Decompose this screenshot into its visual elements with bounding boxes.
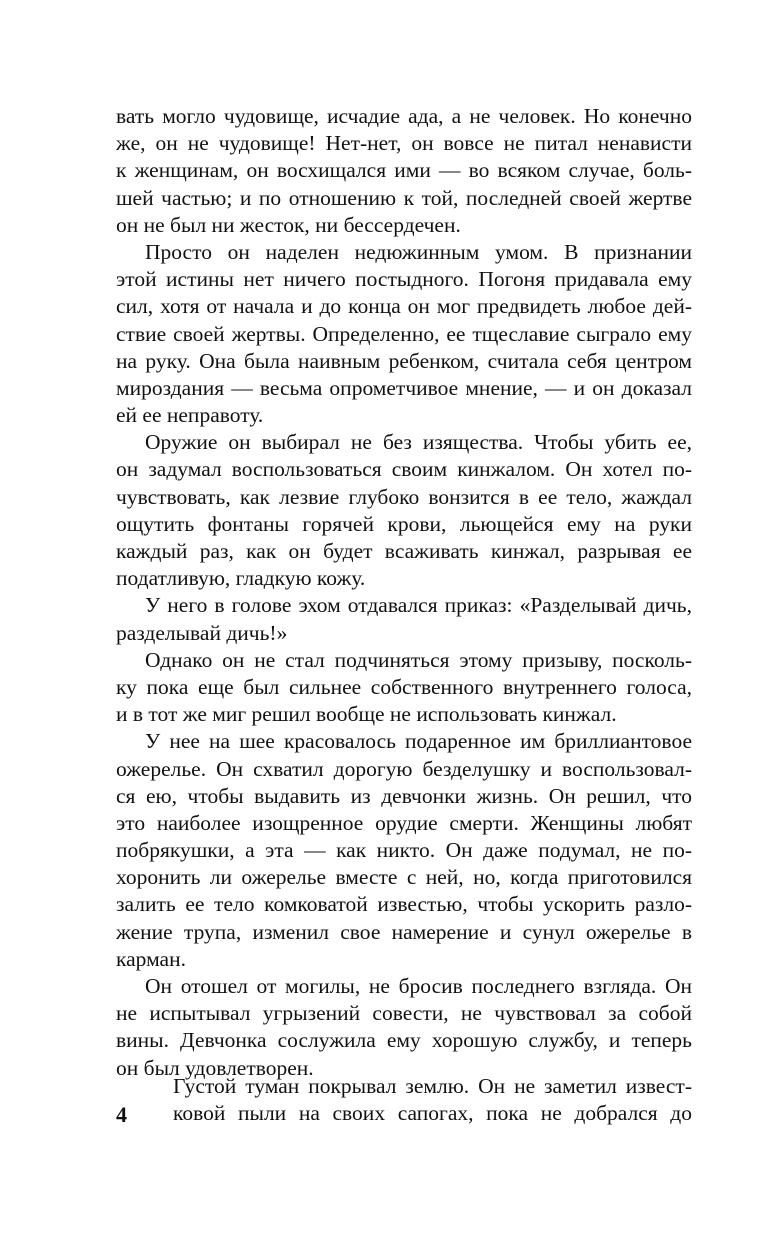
text-line: ощутить фонтаны горячей крови, льющейся ему на руки (116, 511, 692, 536)
text-line: он задумал воспользоваться своим кинжалом. Он хотел по- (116, 457, 692, 482)
page-number: 4 (116, 1102, 127, 1127)
text-line: на руку. Она была наивным ребенком, считала себя центром (116, 348, 692, 373)
text-line: побрякушки, а эта — как никто. Он даже подумал, не по- (116, 838, 692, 863)
body-text (116, 103, 692, 1082)
text-line: жение трупа, изменил свое намерение и сунул ожерелье в (116, 919, 692, 944)
text-line: Густой туман покрывал землю. Он не заметил извест- (173, 1074, 692, 1098)
text-line: вины. Девчонка сослужила ему хорошую службу, и теперь (116, 1028, 692, 1053)
text-line: он был удовлетворен. (116, 1055, 314, 1080)
text-line: Просто он наделен недюжинным умом. В признании (145, 239, 692, 264)
text-line: ствие своей жертвы. Определенно, ее тщеславие сыграло ему (116, 321, 692, 346)
text-line: карман. (116, 946, 186, 971)
text-line: разделывай дичь!» (116, 620, 288, 645)
text-line: Оружие он выбирал не без изящества. Чтобы убить ее, (145, 430, 692, 455)
text-line: чувствовать, как лезвие глубоко вонзится в ее тело, жаждал (116, 484, 692, 509)
text-line: ковой пыли на своих сапогах, пока не добрался до (173, 1101, 692, 1126)
text-line: залить ее тело комковатой известью, чтобы ускорить разло- (116, 892, 692, 917)
text-line: это наиболее изощренное орудие смерти. Женщины любят (116, 810, 692, 835)
text-line: каждый раз, как он будет всаживать кинжал, разрывая ее (116, 539, 692, 563)
text-line: не испытывал угрызений совести, не чувствовал за собой (116, 1001, 692, 1026)
text-line: же, он не чудовище! Нет-нет, он вовсе не питал ненависти (116, 131, 692, 156)
text-line: этой истины нет ничего постыдного. Погоня придавала ему (116, 267, 692, 292)
text-line: ей ее неправоту. (116, 403, 264, 428)
text-line: он не был ни жесток, ни бессердечен. (116, 212, 461, 237)
closing-paragraph (173, 1073, 692, 1127)
text-line: хоронить ли ожерелье вместе с ней, но, когда приготовился (116, 865, 692, 890)
text-line: шей частью; и по отношению к той, последней своей жертве (116, 185, 692, 210)
text-line: вать могло чудовище, исчадие ада, а не человек. Но конечно (116, 104, 692, 128)
text-line: У него в голове эхом отдавался приказ: «Разделывай дичь, (145, 593, 692, 618)
text-line: ку пока еще был сильнее собственного внутреннего голоса, (116, 674, 692, 699)
text-line: мироздания — весьма опрометчивое мнение, — и он доказал (116, 375, 692, 400)
text-line: Однако он не стал подчиняться этому призыву, посколь- (145, 647, 692, 672)
text-line: к женщинам, он восхищался ими — во всяком случае, боль- (116, 158, 692, 183)
text-line: сил, хотя от начала и до конца он мог предвидеть любое дей- (116, 294, 692, 319)
text-line: ся ею, чтобы выдавить из девчонки жизнь. Он решил, что (116, 783, 692, 808)
text-line: ожерелье. Он схватил дорогую безделушку и воспользовал- (116, 756, 692, 781)
text-line: и в тот же миг решил вообще не использовать кинжал. (116, 702, 617, 727)
text-line: У нее на шее красовалось подаренное им бриллиантовое (145, 729, 692, 754)
text-line: Он отошел от могилы, не бросив последнего взгляда. Он (145, 974, 692, 998)
text-line: податливую, гладкую кожу. (116, 566, 366, 591)
